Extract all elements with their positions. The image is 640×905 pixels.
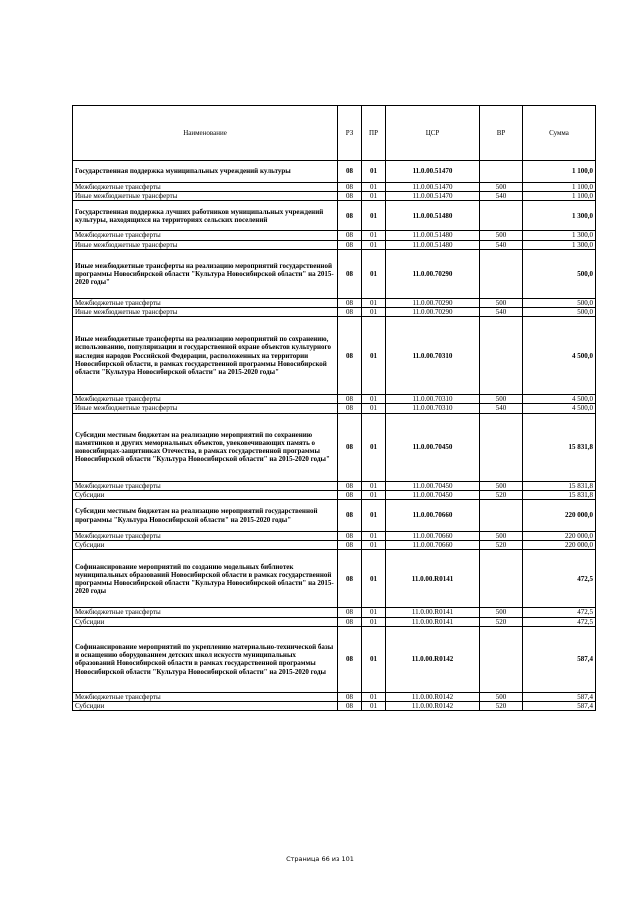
- cell-rz: 08: [338, 161, 362, 183]
- page-number: Страница 66 из 101: [286, 855, 354, 863]
- cell-sum: 1 300,0: [523, 240, 596, 249]
- cell-sum: 500,0: [523, 308, 596, 317]
- cell-pr: 01: [362, 201, 386, 231]
- cell-pr: 01: [362, 541, 386, 550]
- cell-rz: 08: [338, 550, 362, 608]
- cell-name: Межбюджетные трансферты: [73, 298, 338, 307]
- cell-sum: 1 300,0: [523, 231, 596, 240]
- header-pr: ПР: [362, 106, 386, 161]
- cell-csr: 11.0.00.51480: [386, 201, 480, 231]
- cell-sum: 500,0: [523, 298, 596, 307]
- cell-name: Софинансирование мероприятий по укреплению материально-технической базы и оснащению оборудованием детских школ искусств муниципальных образований Новосибирской области в рамках государственной программы Новосибирской области "Культура Новосибирской области" на 2015-2020 годы: [73, 626, 338, 692]
- cell-vr: 540: [480, 240, 523, 249]
- cell-pr: 01: [362, 532, 386, 541]
- cell-name: Межбюджетные трансферты: [73, 481, 338, 490]
- cell-vr: [480, 201, 523, 231]
- cell-rz: 08: [338, 481, 362, 490]
- table-row: [73, 490, 596, 499]
- cell-csr: 11.0.00.70290: [386, 308, 480, 317]
- cell-csr: 11.0.00.70310: [386, 404, 480, 413]
- cell-rz: 08: [338, 692, 362, 701]
- table-row: [73, 404, 596, 413]
- cell-vr: 520: [480, 702, 523, 711]
- cell-rz: 08: [338, 490, 362, 499]
- cell-csr: 11.0.00.70660: [386, 532, 480, 541]
- table-row: [73, 692, 596, 701]
- cell-rz: 08: [338, 201, 362, 231]
- table-row-section: [73, 626, 596, 692]
- cell-vr: 500: [480, 298, 523, 307]
- table-row-section: [73, 249, 596, 298]
- cell-rz: 08: [338, 702, 362, 711]
- cell-sum: 472,5: [523, 617, 596, 626]
- cell-pr: 01: [362, 413, 386, 481]
- cell-vr: 540: [480, 192, 523, 201]
- cell-rz: 08: [338, 240, 362, 249]
- cell-pr: 01: [362, 240, 386, 249]
- cell-name: Межбюджетные трансферты: [73, 692, 338, 701]
- cell-rz: 08: [338, 532, 362, 541]
- cell-pr: 01: [362, 308, 386, 317]
- cell-vr: 540: [480, 308, 523, 317]
- cell-vr: 500: [480, 481, 523, 490]
- cell-pr: 01: [362, 395, 386, 404]
- cell-sum: 15 831,8: [523, 413, 596, 481]
- cell-vr: 520: [480, 617, 523, 626]
- cell-csr: 11.0.00.R0142: [386, 692, 480, 701]
- cell-rz: 08: [338, 308, 362, 317]
- table-header-row: [73, 106, 596, 161]
- cell-csr: 11.0.00.70310: [386, 317, 480, 395]
- cell-vr: [480, 161, 523, 183]
- cell-csr: 11.0.00.70450: [386, 481, 480, 490]
- cell-pr: 01: [362, 161, 386, 183]
- cell-sum: 587,4: [523, 692, 596, 701]
- cell-rz: 08: [338, 500, 362, 532]
- table-row: [73, 240, 596, 249]
- cell-name: Государственная поддержка лучших работников муниципальных учреждений культуры, находящихся на территориях сельских поселений: [73, 201, 338, 231]
- table-row: [73, 231, 596, 240]
- cell-sum: 4 500,0: [523, 395, 596, 404]
- cell-sum: 472,5: [523, 608, 596, 617]
- table-body: [73, 161, 596, 711]
- cell-pr: 01: [362, 231, 386, 240]
- table-row-section: [73, 550, 596, 608]
- cell-name: Межбюджетные трансферты: [73, 231, 338, 240]
- budget-table: [72, 105, 596, 711]
- table-row: [73, 192, 596, 201]
- cell-name: Субсидии местным бюджетам на реализацию мероприятий государственной программы "Культура Новосибирской области" на 2015-2020 годы": [73, 500, 338, 532]
- cell-name: Межбюджетные трансферты: [73, 608, 338, 617]
- cell-csr: 11.0.00.70310: [386, 395, 480, 404]
- cell-pr: 01: [362, 550, 386, 608]
- cell-vr: 520: [480, 541, 523, 550]
- cell-vr: 500: [480, 231, 523, 240]
- header-sum: Сумма: [523, 106, 596, 161]
- cell-csr: 11.0.00.70660: [386, 541, 480, 550]
- cell-csr: 11.0.00.51470: [386, 161, 480, 183]
- cell-csr: 11.0.00.70450: [386, 490, 480, 499]
- cell-csr: 11.0.00.51470: [386, 192, 480, 201]
- cell-name: Софинансирование мероприятий по созданию модельных библиотек муниципальных образований Новосибирской области в рамках государственной программы Новосибирской области "Культура Новосибирской области" на 2015-2020 годы: [73, 550, 338, 608]
- header-vr: ВР: [480, 106, 523, 161]
- cell-pr: 01: [362, 317, 386, 395]
- table-row-section: [73, 161, 596, 183]
- cell-pr: 01: [362, 249, 386, 298]
- cell-pr: 01: [362, 404, 386, 413]
- cell-name: Иные межбюджетные трансферты: [73, 192, 338, 201]
- cell-vr: [480, 249, 523, 298]
- cell-sum: 1 300,0: [523, 201, 596, 231]
- cell-rz: 08: [338, 617, 362, 626]
- table-row-section: [73, 201, 596, 231]
- cell-name: Государственная поддержка муниципальных учреждений культуры: [73, 161, 338, 183]
- cell-csr: 11.0.00.70290: [386, 249, 480, 298]
- cell-pr: 01: [362, 692, 386, 701]
- cell-csr: 11.0.00.51480: [386, 240, 480, 249]
- cell-vr: [480, 317, 523, 395]
- cell-name: Межбюджетные трансферты: [73, 183, 338, 192]
- cell-csr: 11.0.00.51470: [386, 183, 480, 192]
- cell-name: Иные межбюджетные трансферты: [73, 308, 338, 317]
- cell-rz: 08: [338, 608, 362, 617]
- cell-rz: 08: [338, 404, 362, 413]
- cell-csr: 11.0.00.70660: [386, 500, 480, 532]
- cell-name: Субсидии: [73, 541, 338, 550]
- cell-name: Субсидии: [73, 490, 338, 499]
- cell-pr: 01: [362, 500, 386, 532]
- cell-sum: 587,4: [523, 626, 596, 692]
- cell-vr: [480, 500, 523, 532]
- table-row: [73, 532, 596, 541]
- cell-sum: 472,5: [523, 550, 596, 608]
- cell-rz: 08: [338, 249, 362, 298]
- cell-rz: 08: [338, 413, 362, 481]
- cell-csr: 11.0.00.51480: [386, 231, 480, 240]
- header-name: Наименование: [73, 106, 338, 161]
- cell-vr: 500: [480, 395, 523, 404]
- cell-name: Иные межбюджетные трансферты на реализацию мероприятий по сохранению, использованию, популяризации и государственной охране объектов культурного наследия народов Российской Федерации, расположенных на территории Новосибирской области, в рамках государственной программы Новосибирской области "Культура Новосибирской области" на 2015-2020 годы": [73, 317, 338, 395]
- table-row-section: [73, 413, 596, 481]
- cell-pr: 01: [362, 608, 386, 617]
- cell-rz: 08: [338, 298, 362, 307]
- cell-sum: 4 500,0: [523, 317, 596, 395]
- cell-sum: 1 100,0: [523, 161, 596, 183]
- cell-name: Субсидии местным бюджетам на реализацию мероприятий по сохранению памятников и других мемориальных объектов, увековечивающих память о новосибирцах-защитниках Отечества, в рамках государственной программы Новосибирской области "Культура Новосибирской области" на 2015-2020 годы": [73, 413, 338, 481]
- cell-vr: 500: [480, 183, 523, 192]
- cell-sum: 15 831,8: [523, 490, 596, 499]
- cell-sum: 15 831,8: [523, 481, 596, 490]
- cell-vr: 540: [480, 404, 523, 413]
- cell-pr: 01: [362, 702, 386, 711]
- cell-csr: 11.0.00.R0142: [386, 626, 480, 692]
- table-row-section: [73, 317, 596, 395]
- table-row: [73, 298, 596, 307]
- cell-rz: 08: [338, 192, 362, 201]
- table-row: [73, 702, 596, 711]
- cell-csr: 11.0.00.R0141: [386, 617, 480, 626]
- cell-sum: 220 000,0: [523, 532, 596, 541]
- table-row: [73, 608, 596, 617]
- cell-sum: 500,0: [523, 249, 596, 298]
- cell-vr: [480, 550, 523, 608]
- cell-vr: [480, 413, 523, 481]
- cell-pr: 01: [362, 490, 386, 499]
- table-row-section: [73, 500, 596, 532]
- cell-rz: 08: [338, 317, 362, 395]
- cell-sum: 220 000,0: [523, 500, 596, 532]
- cell-csr: 11.0.00.70290: [386, 298, 480, 307]
- cell-pr: 01: [362, 183, 386, 192]
- cell-rz: 08: [338, 541, 362, 550]
- header-rz: РЗ: [338, 106, 362, 161]
- cell-sum: 1 100,0: [523, 183, 596, 192]
- cell-sum: 1 100,0: [523, 192, 596, 201]
- cell-vr: 500: [480, 608, 523, 617]
- cell-vr: 500: [480, 532, 523, 541]
- cell-pr: 01: [362, 617, 386, 626]
- table-row: [73, 308, 596, 317]
- cell-name: Иные межбюджетные трансферты на реализацию мероприятий государственной программы Новосибирской области "Культура Новосибирской области" на 2015-2020 годы": [73, 249, 338, 298]
- cell-pr: 01: [362, 481, 386, 490]
- cell-rz: 08: [338, 231, 362, 240]
- cell-rz: 08: [338, 395, 362, 404]
- table-row: [73, 541, 596, 550]
- cell-vr: [480, 626, 523, 692]
- cell-pr: 01: [362, 626, 386, 692]
- cell-rz: 08: [338, 626, 362, 692]
- cell-csr: 11.0.00.R0141: [386, 608, 480, 617]
- cell-rz: 08: [338, 183, 362, 192]
- cell-name: Межбюджетные трансферты: [73, 532, 338, 541]
- cell-sum: 220 000,0: [523, 541, 596, 550]
- table-row: [73, 617, 596, 626]
- table-row: [73, 395, 596, 404]
- table-row: [73, 183, 596, 192]
- table-row: [73, 481, 596, 490]
- cell-csr: 11.0.00.R0142: [386, 702, 480, 711]
- cell-sum: 587,4: [523, 702, 596, 711]
- cell-vr: 520: [480, 490, 523, 499]
- header-csr: ЦСР: [386, 106, 480, 161]
- cell-pr: 01: [362, 298, 386, 307]
- cell-sum: 4 500,0: [523, 404, 596, 413]
- cell-name: Субсидии: [73, 702, 338, 711]
- cell-pr: 01: [362, 192, 386, 201]
- cell-name: Межбюджетные трансферты: [73, 395, 338, 404]
- cell-name: Иные межбюджетные трансферты: [73, 240, 338, 249]
- cell-csr: 11.0.00.R0141: [386, 550, 480, 608]
- cell-name: Иные межбюджетные трансферты: [73, 404, 338, 413]
- cell-csr: 11.0.00.70450: [386, 413, 480, 481]
- cell-vr: 500: [480, 692, 523, 701]
- cell-name: Субсидии: [73, 617, 338, 626]
